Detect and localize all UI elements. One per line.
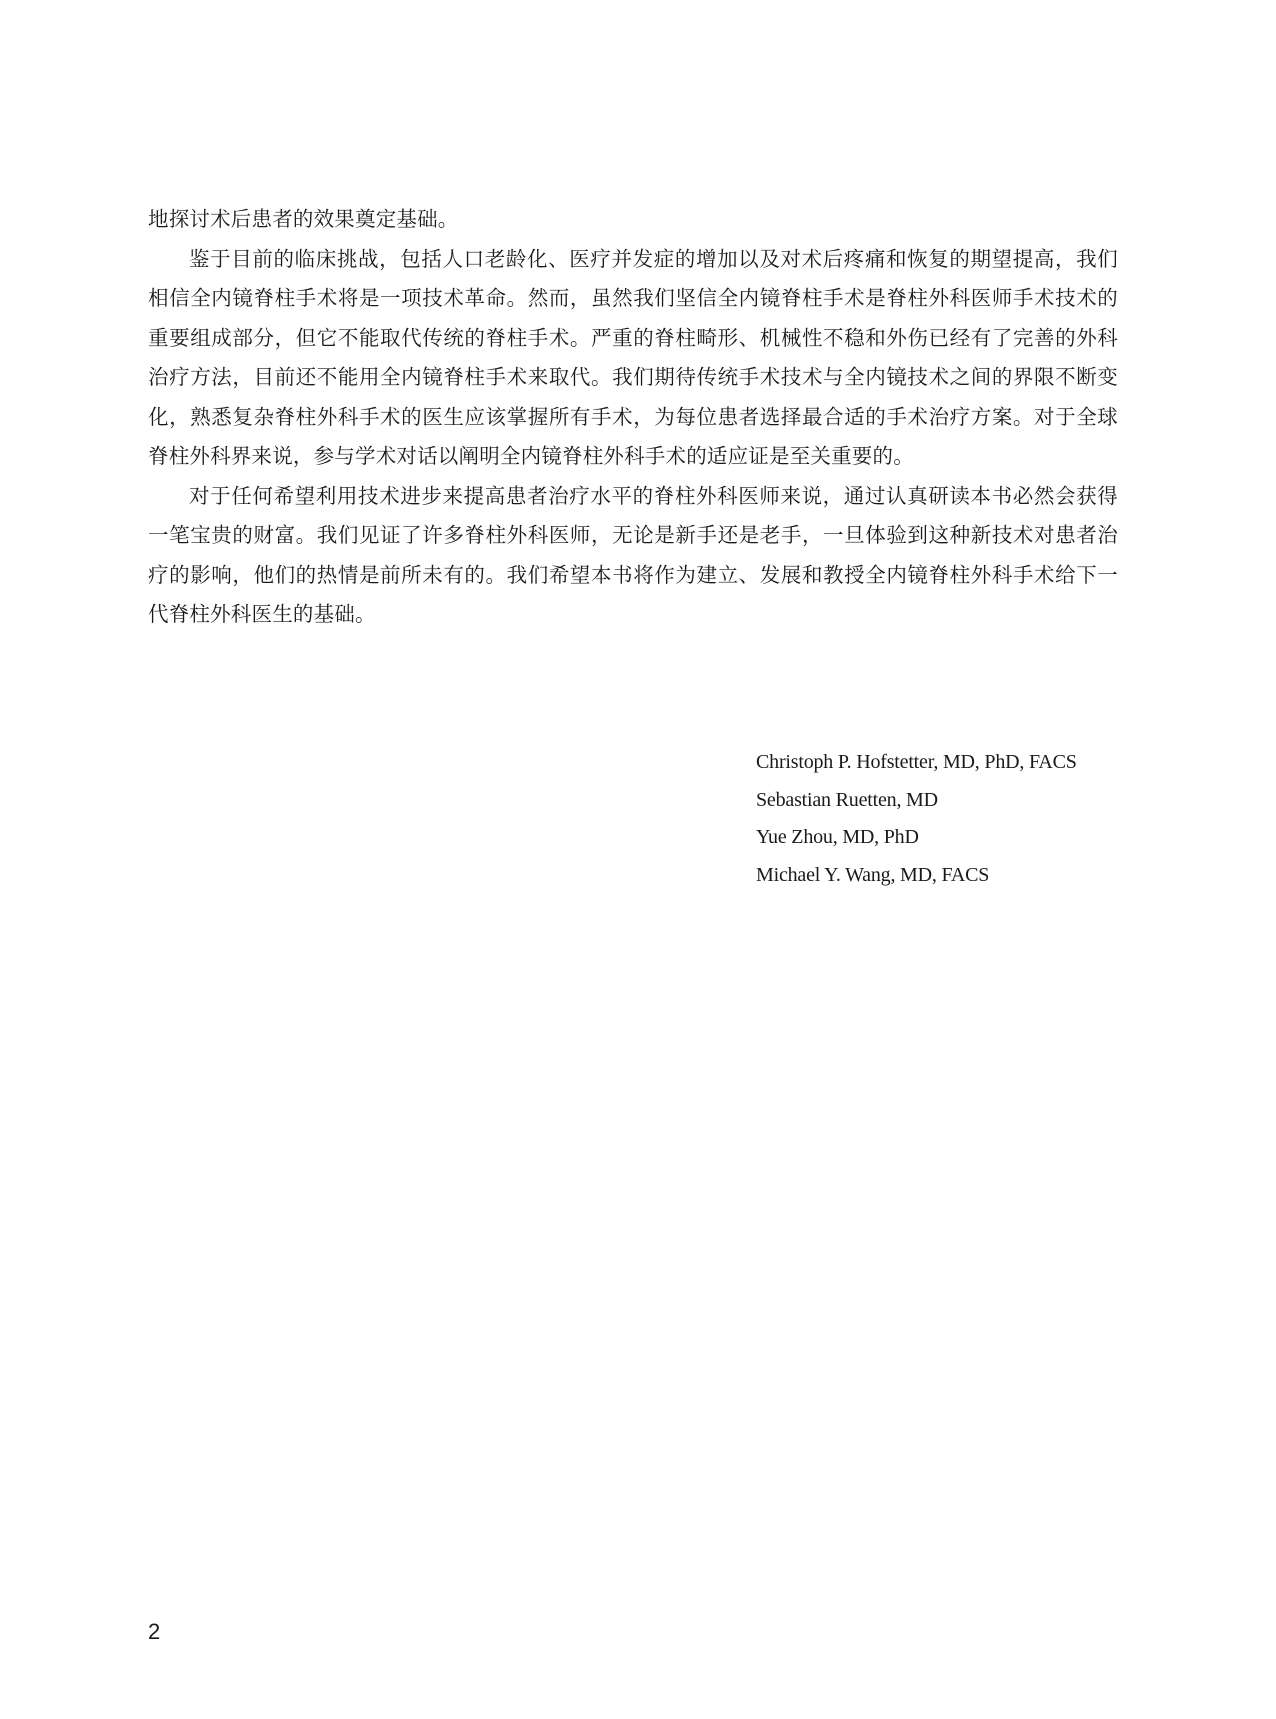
signature-line: Christoph P. Hofstetter, MD, PhD, FACS xyxy=(756,751,1077,773)
page-number: 2 xyxy=(148,1619,161,1644)
author-signatures xyxy=(756,744,1156,894)
paragraph-clinical-challenges: 鉴于目前的临床挑战，包括人口老龄化、医疗并发症的增加以及对术后疼痛和恢复的期望提高，我们相信全内镜脊柱手术将是一项技术革命。然而，虽然我们坚信全内镜脊柱手术是脊柱外科医师手术技术的重要组成部分，但它不能取代传统的脊柱手术。严重的脊柱畸形、机械性不稳和外伤已经有了完善的外科治疗方法，目前还不能用全内镜脊柱手术来取代。我们期待传统手术技术与全内镜技术之间的界限不断变化，熟悉复杂脊柱外科手术的医生应该掌握所有手术，为每位患者选择最合适的手术治疗方案。对于全球脊柱外科界来说，参与学术对话以阐明全内镜脊柱外科手术的适应证是至关重要的。 xyxy=(148,246,1118,468)
paragraph-continuation: 地探讨术后患者的效果奠定基础。 xyxy=(148,207,459,231)
signature-line: Sebastian Ruetten, MD xyxy=(756,788,938,811)
signature-line: Yue Zhou, MD, PhD xyxy=(756,826,919,848)
signature-line: Michael Y. Wang, MD, FACS xyxy=(756,863,990,886)
paragraph-book-value: 对于任何希望利用技术进步来提高患者治疗水平的脊柱外科医师来说，通过认真研读本书必然会获得一笔宝贵的财富。我们见证了许多脊柱外科医师，无论是新手还是老手，一旦体验到这种新技术对患者治疗的影响，他们的热情是前所未有的。我们希望本书将作为建立、发展和教授全内镜脊柱外科手术给下一代脊柱外科医生的基础。 xyxy=(148,483,1118,626)
body-text xyxy=(148,200,1118,635)
